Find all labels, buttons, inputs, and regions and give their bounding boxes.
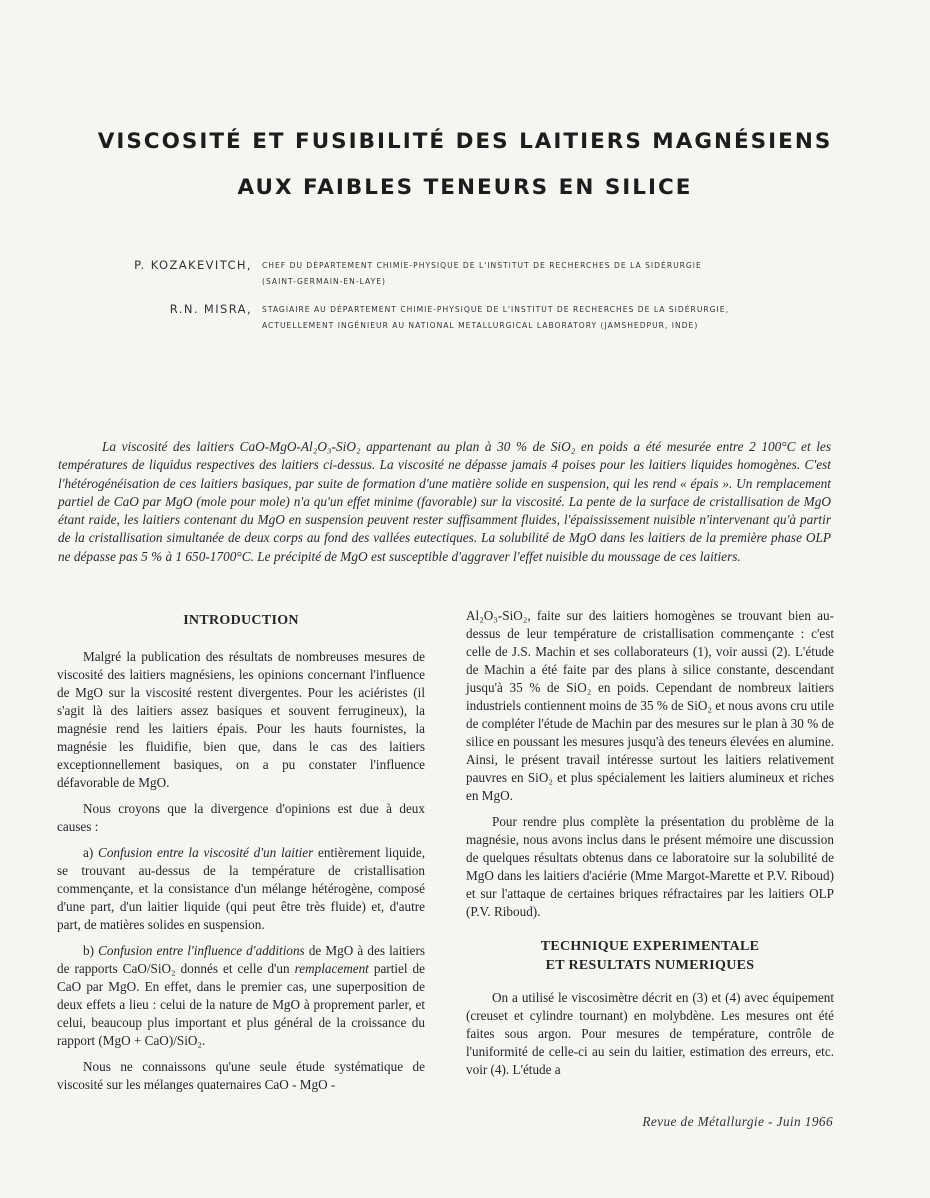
paragraph [57, 844, 425, 934]
column-right [466, 607, 834, 1087]
journal-footer: Revue de Métallurgie - Juin 1966 [642, 1114, 833, 1129]
paragraph: Malgré la publication des résultats de nombreuses mesures de viscosité des laitiers magnésiens, les opinions concernant l'influence de MgO sur la viscosité restent divergentes. Pour les aciéristes (il s'agit là des laitiers assez basiques et souvent ferrugineux), la magnésie rend les laitiers épais. Pour les hauts fournistes, la magnésie les fluidifie, bien que, dans le cas des laitiers exceptionnellement basiques, on a pu constater l'influence défavorable de MgO. [57, 649, 425, 790]
column-left [57, 607, 425, 1102]
author-entry [100, 302, 790, 334]
author-name: P. KOZAKEVITCH, [134, 258, 252, 272]
affiliation-line: CHEF DU DÉPARTEMENT CHIMIE-PHYSIQUE DE L'INSTITUT DE RECHERCHES DE LA SIDÉRURGIE [262, 261, 702, 270]
paragraph: Pour rendre plus complète la présentation du problème de la magnésie, nous avons inclus dans le présent mémoire une discussion de quelques résultats obtenus dans ce laboratoire sur la solubilité de MgO dans les laitiers d'aciérie (Mme Margot-Marette et P.V. Riboud) et sur l'attaque de certaines briques réfractaires par les laitiers OLP (P.V. Riboud). [466, 814, 834, 919]
paragraph-text: partiel de CaO par MgO. En effet, dans le premier cas, une superposition de deux effets a lieu : celui de la nature de MgO à proprement parler, et celui, beaucoup plus important et plus général de la croissance du rapport (MgO + CaO)/SiO₂. [57, 961, 425, 1048]
list-marker: b) [83, 943, 99, 958]
paragraph: Al₂O₃-SiO₂, faite sur des laitiers homogènes se trouvant bien au-dessus de leur température de cristallisation commençante : c'est celle de J.S. Machin et ses collaborateurs (1), voir aussi (2). L'étude de Machin a été faite par des plans à silice constante, descendant jusqu'à 35 % de SiO₂ en poids. Cependant de nombreux laitiers industriels contiennent moins de 35 % de SiO₂ et nous avons cru utile de compléter l'étude de Machin par des mesures sur le plan à 30 % de silice en poussant les mesures jusqu'à des teneurs élevées en alumine. Ainsi, le présent travail intéresse surtout les laitiers relativement pauvres en SiO₂ et plus spécialement les laitiers alumineux et riches en MgO. [466, 608, 834, 803]
paragraph: Nous croyons que la divergence d'opinions est due à deux causes : [57, 801, 425, 834]
affiliation-line: ACTUELLEMENT INGÉNIEUR AU NATIONAL METALLURGICAL LABORATORY (JAMSHEDPUR, INDE) [262, 321, 699, 330]
emphasis: remplacement [294, 961, 369, 976]
author-entry [100, 258, 790, 290]
section-heading-technique [466, 937, 834, 975]
author-affiliation [262, 258, 790, 290]
paragraph-text: de MgO à des laitiers de rapports CaO/SiO₂ donnés et celle d'un [57, 943, 425, 976]
author-affiliation [262, 302, 790, 334]
abstract: La viscosité des laitiers CaO-MgO-Al₂O₃-SiO₂ appartenant au plan à 30 % de SiO₂ en poids a été mesurée entre 2 100°C et les températures de liquidus respectives des laitiers ci-dessus. La viscosité ne dépasse jamais 4 poises pour les laitiers liquides homogènes. C'est l'hétérogénéisation de ces laitiers basiques, par suite de formation d'une matière solide en suspension, qui les rend « épais ». Un remplacement partiel de CaO par MgO (mole pour mole) n'a qu'un effet minime (favorable) sur la viscosité. La pente de la surface de cristallisation de MgO étant raide, les laitiers contenant du MgO en suspension peuvent rester suffisamment fluides, l'épaississement nuisible n'intervenant qu'à partir de la cristallisation simultanée de deux corps au fond des vallées eutectiques. La solubilité de MgO dans les laitiers de la première phase OLP ne dépasse pas 5 % à 1 650-1700°C. Le précipité de MgO est susceptible d'aggraver l'effet nuisible du moussage de ces laitiers. [58, 439, 831, 564]
article-title-line-2: AUX FAIBLES TENEURS EN SILICE [237, 175, 693, 200]
author-name: R.N. MISRA, [169, 302, 252, 316]
affiliation-line: STAGIAIRE AU DÉPARTEMENT CHIMIE-PHYSIQUE DE L'INSTITUT DE RECHERCHES DE LA SIDÉRURGIE, [262, 305, 729, 314]
paragraph: On a utilisé le viscosimètre décrit en (3) et (4) avec équipement (creuset et cylindre tournant) en molybdène. Les mesures ont été faites sous argon. Pour mesures de température, contrôle de l'uniformité de celle-ci au sein du laitier, estimation des erreurs, etc. voir (4). L'étude a [466, 990, 834, 1077]
affiliation-line: (SAINT-GERMAIN-EN-LAYE) [262, 277, 386, 286]
paragraph [57, 942, 425, 1050]
heading-line: TECHNIQUE EXPERIMENTALE [540, 939, 760, 954]
emphasis: Confusion entre l'influence d'additions [98, 943, 305, 958]
paragraph: Nous ne connaissons qu'une seule étude systématique de viscosité sur les mélanges quaternaires CaO - MgO - [57, 1059, 425, 1092]
list-marker: a) [83, 845, 99, 860]
heading-line: ET RESULTATS NUMERIQUES [545, 958, 755, 973]
article-title-line-1: VISCOSITÉ ET FUSIBILITÉ DES LAITIERS MAGNÉSIENS [97, 129, 833, 154]
emphasis: Confusion entre la viscosité d'un laitier [98, 845, 314, 860]
author-list [100, 258, 790, 346]
paragraph-text: entièrement liquide, se trouvant au-dessus de la température de cristallisation commençante, et la consistance d'un mélange hétérogène, composé d'une part, d'un laitier liquide (qui peut être très fluide) et, d'autre part, de matières solides en suspension. [57, 845, 425, 932]
section-heading-introduction: INTRODUCTION [183, 613, 299, 628]
